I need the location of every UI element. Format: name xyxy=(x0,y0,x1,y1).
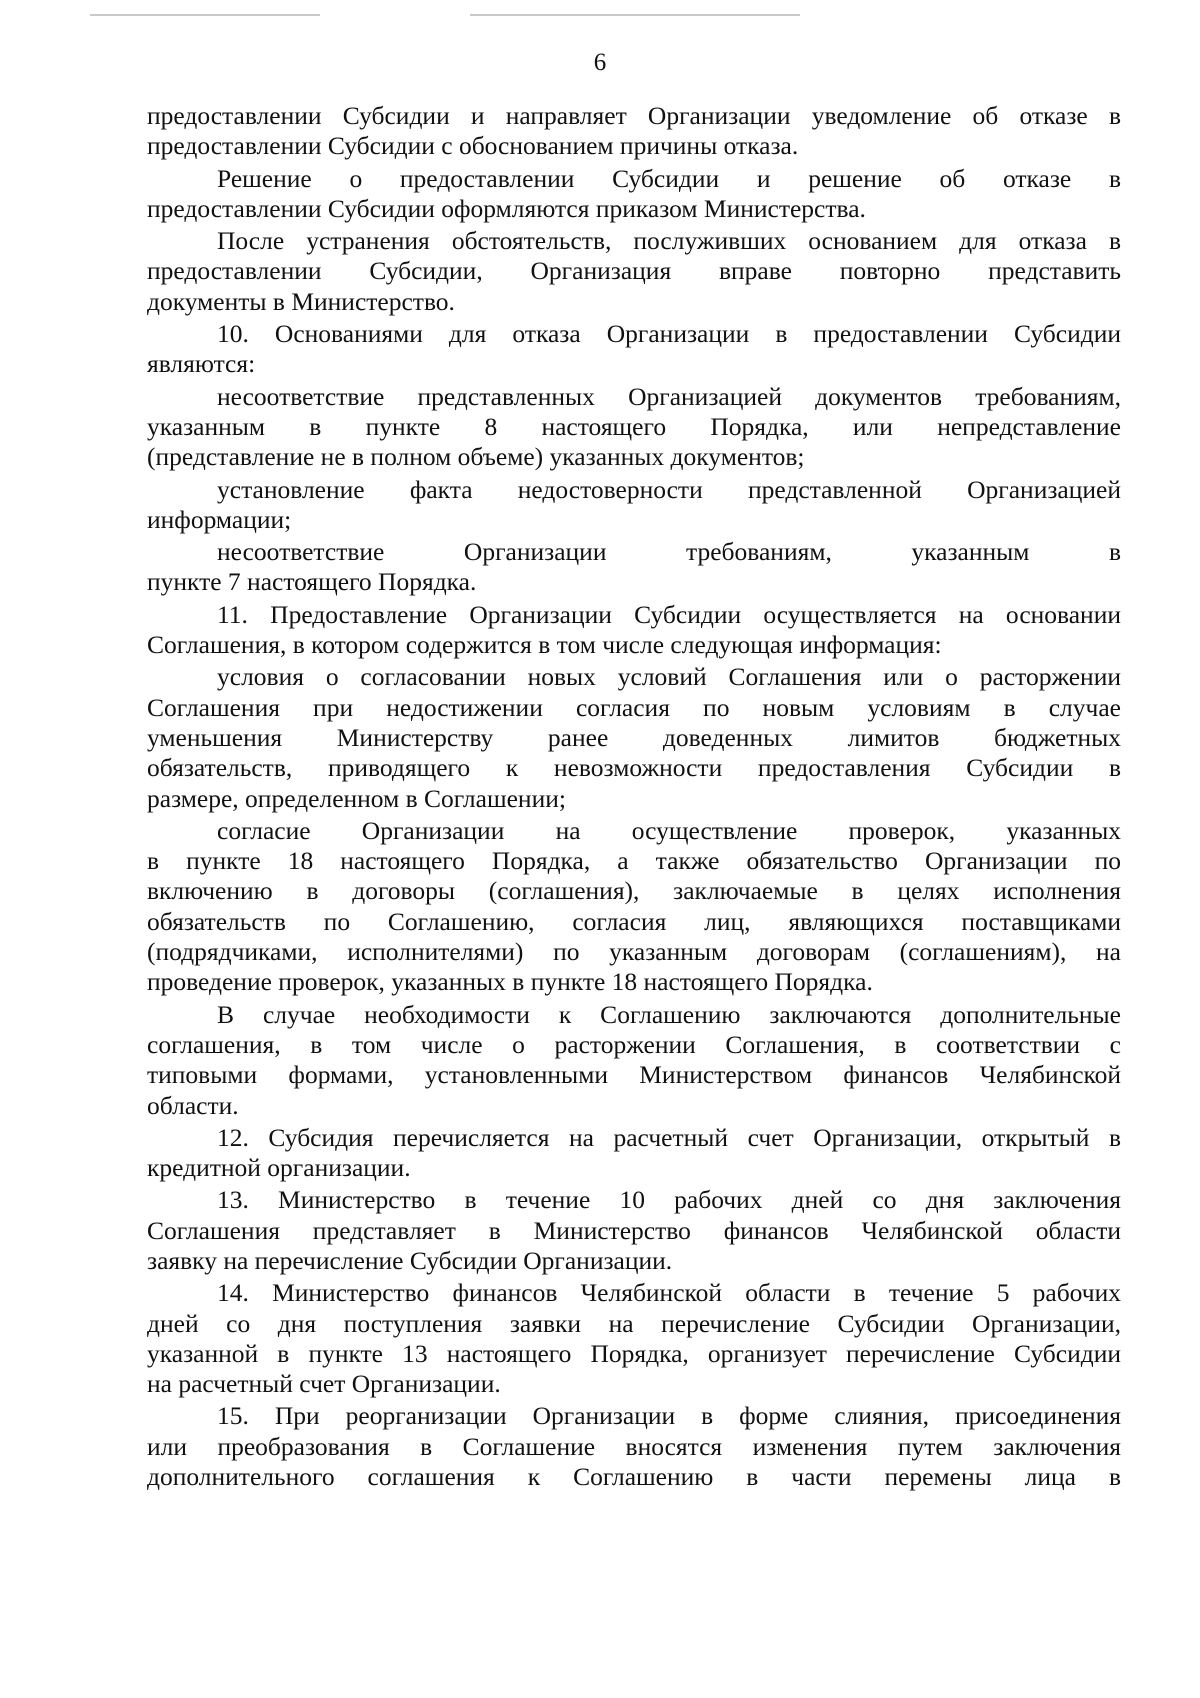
text-line: несоответствие представленных Организацией документов требованиям, xyxy=(217,381,1121,411)
text-line: являются: xyxy=(147,349,256,379)
text-line: или преобразования в Соглашение вносятся изменения путем заключения xyxy=(147,1431,1121,1461)
text-line: типовыми формами, установленными Министерством финансов Челябинской xyxy=(147,1060,1121,1090)
text-line: 11. Предоставление Организации Субсидии осуществляется на основании xyxy=(217,599,1121,629)
text-line: (подрядчиками, исполнителями) по указанным договорам (соглашениям), на xyxy=(147,937,1121,967)
scan-artifact xyxy=(90,14,870,17)
text-line: согласие Организации на осуществление проверок, указанных xyxy=(217,815,1121,845)
text-line: уменьшения Министерству ранее доведенных лимитов бюджетных xyxy=(147,722,1121,752)
page-number: 6 xyxy=(593,49,607,76)
text-line: Соглашения при недостижении согласия по новым условиям в случае xyxy=(147,692,1121,722)
text-line: размере, определенном в Соглашении; xyxy=(147,783,566,813)
text-line: пункте 7 настоящего Порядка. xyxy=(147,567,477,597)
text-line: (представление не в полном объеме) указанных документов; xyxy=(147,442,805,472)
text-line: документы в Министерство. xyxy=(147,286,455,316)
text-line: дней со дня поступления заявки на перечисление Субсидии Организации, xyxy=(147,1308,1121,1338)
text-line: Соглашения, в котором содержится в том числе следующая информация: xyxy=(147,630,942,660)
text-line: В случае необходимости к Соглашению заключаются дополнительные xyxy=(217,999,1121,1029)
text-line: кредитной организации. xyxy=(147,1153,411,1183)
text-line: предоставлении Субсидии с обоснованием причины отказа. xyxy=(147,131,799,161)
text-line: указанной в пункте 13 настоящего Порядка, организует перечисление Субсидии xyxy=(147,1338,1121,1368)
text-line: указанным в пункте 8 настоящего Порядка, или непредставление xyxy=(147,411,1121,441)
text-line: Решение о предоставлении Субсидии и решение об отказе в xyxy=(217,163,1121,193)
text-line: обязательств, приводящего к невозможности предоставления Субсидии в xyxy=(147,753,1121,783)
text-line: в пункте 18 настоящего Порядка, а также обязательство Организации по xyxy=(147,846,1121,876)
text-line: дополнительного соглашения к Соглашению в части перемены лица в xyxy=(147,1462,1121,1492)
text-line: 13. Министерство в течение 10 рабочих дней со дня заключения xyxy=(217,1185,1121,1215)
text-line: 10. Основаниями для отказа Организации в предоставлении Субсидии xyxy=(217,319,1121,349)
text-line: 12. Субсидия перечисляется на расчетный счет Организации, открытый в xyxy=(217,1122,1121,1152)
text-line: соглашения, в том числе о расторжении Соглашения, в соответствии с xyxy=(147,1029,1121,1059)
text-line: предоставлении Субсидии оформляются приказом Министерства. xyxy=(147,193,866,223)
text-line: обязательств по Соглашению, согласия лиц, являющихся поставщиками xyxy=(147,906,1121,936)
text-line: предоставлении Субсидии и направляет Организации уведомление об отказе в xyxy=(147,101,1121,130)
text-line: на расчетный счет Организации. xyxy=(147,1369,501,1399)
text-line: информации; xyxy=(147,504,292,534)
text-line: заявку на перечисление Субсидии Организации. xyxy=(147,1245,673,1275)
text-line: установление факта недостоверности представленной Организацией xyxy=(217,474,1121,504)
document-body xyxy=(147,101,1121,1492)
text-line: 14. Министерство финансов Челябинской области в течение 5 рабочих xyxy=(217,1278,1121,1308)
text-line: несоответствие Организации требованиям, указанным в xyxy=(217,537,1121,567)
text-line: включению в договоры (соглашения), заключаемые в целях исполнения xyxy=(147,876,1121,906)
text-line: предоставлении Субсидии, Организация вправе повторно представить xyxy=(147,256,1121,286)
text-line: условия о согласовании новых условий Соглашения или о расторжении xyxy=(217,662,1121,692)
text-line: проведение проверок, указанных в пункте 18 настоящего Порядка. xyxy=(147,967,873,997)
text-line: области. xyxy=(147,1090,239,1120)
text-line: 15. При реорганизации Организации в форме слияния, присоединения xyxy=(217,1401,1121,1431)
text-line: После устранения обстоятельств, послуживших основанием для отказа в xyxy=(217,226,1121,256)
text-line: Соглашения представляет в Министерство финансов Челябинской области xyxy=(147,1215,1121,1245)
